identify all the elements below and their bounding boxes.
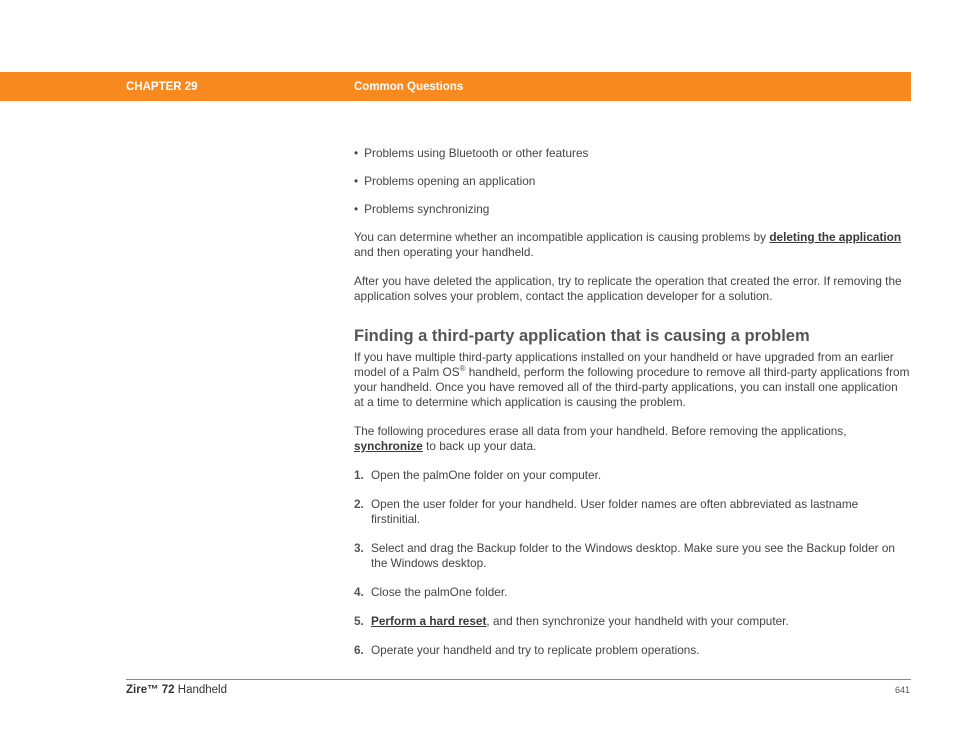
step-number: 5. xyxy=(354,614,364,628)
step-number: 2. xyxy=(354,497,364,511)
text: If you have multiple third-party applications installed on your handheld or have upgraded from an earlier model of a Palm OS xyxy=(354,350,894,379)
text: The following procedures erase all data from your handheld. Before removing the applications, xyxy=(354,424,847,438)
step-text: Operate your handheld and try to replicate problem operations. xyxy=(371,643,700,657)
text: to back up your data. xyxy=(422,439,537,453)
bullet-item: • Problems opening an application xyxy=(354,174,910,189)
step-item xyxy=(354,541,910,571)
text: handheld, perform the following procedure to remove all third-party applications from your handheld. Once you have removed all of the third-party applications, you can install one application at a time to determine which application is causing the problem. xyxy=(354,365,910,409)
section-heading: Finding a third-party application that is causing a problem xyxy=(354,327,810,345)
step-number: 3. xyxy=(354,541,364,555)
paragraph-erase-warning xyxy=(354,424,910,454)
synchronize-link[interactable]: synchronize xyxy=(354,439,423,453)
paragraph-after-deleted: After you have deleted the application, try to replicate the operation that created the error. If removing the application solves your problem, contact the application developer for a solution. xyxy=(354,274,902,303)
paragraph-multiple-apps xyxy=(354,350,910,410)
step-text: , and then synchronize your handheld with your computer. xyxy=(486,614,789,628)
chapter-header-bar xyxy=(0,72,911,101)
step-number: 1. xyxy=(354,468,364,482)
page-number: 641 xyxy=(894,685,910,695)
product-suffix: Handheld xyxy=(174,684,228,696)
bullet-item: • Problems using Bluetooth or other features xyxy=(354,146,910,161)
step-item xyxy=(354,585,910,600)
page-content xyxy=(354,146,910,672)
step-text: Close the palmOne folder. xyxy=(371,585,508,599)
step-item xyxy=(354,614,910,629)
step-text: Open the palmOne folder on your computer. xyxy=(371,468,602,482)
step-text: Open the user folder for your handheld. User folder names are often abbreviated as lastname firstinitial. xyxy=(371,497,859,526)
procedure-steps xyxy=(354,468,910,658)
registered-mark: ® xyxy=(459,364,466,374)
footer-product xyxy=(126,684,227,696)
perform-hard-reset-link[interactable]: Perform a hard reset xyxy=(371,614,487,628)
bullet-item: • Problems synchronizing xyxy=(354,202,910,217)
step-number: 6. xyxy=(354,643,364,657)
step-item xyxy=(354,497,910,527)
chapter-number: CHAPTER 29 xyxy=(126,81,198,93)
product-name: Zire™ 72 xyxy=(126,684,175,696)
deleting-the-application-link[interactable]: deleting the application xyxy=(769,230,902,244)
paragraph-determine xyxy=(354,230,910,260)
step-number: 4. xyxy=(354,585,364,599)
text: You can determine whether an incompatible application is causing problems by xyxy=(354,230,770,244)
footer-divider xyxy=(126,679,911,680)
text: and then operating your handheld. xyxy=(354,245,534,259)
step-text: Select and drag the Backup folder to the Windows desktop. Make sure you see the Backup folder on the Windows desktop. xyxy=(371,541,895,570)
step-item xyxy=(354,468,910,483)
step-item xyxy=(354,643,910,658)
chapter-title: Common Questions xyxy=(354,81,464,93)
